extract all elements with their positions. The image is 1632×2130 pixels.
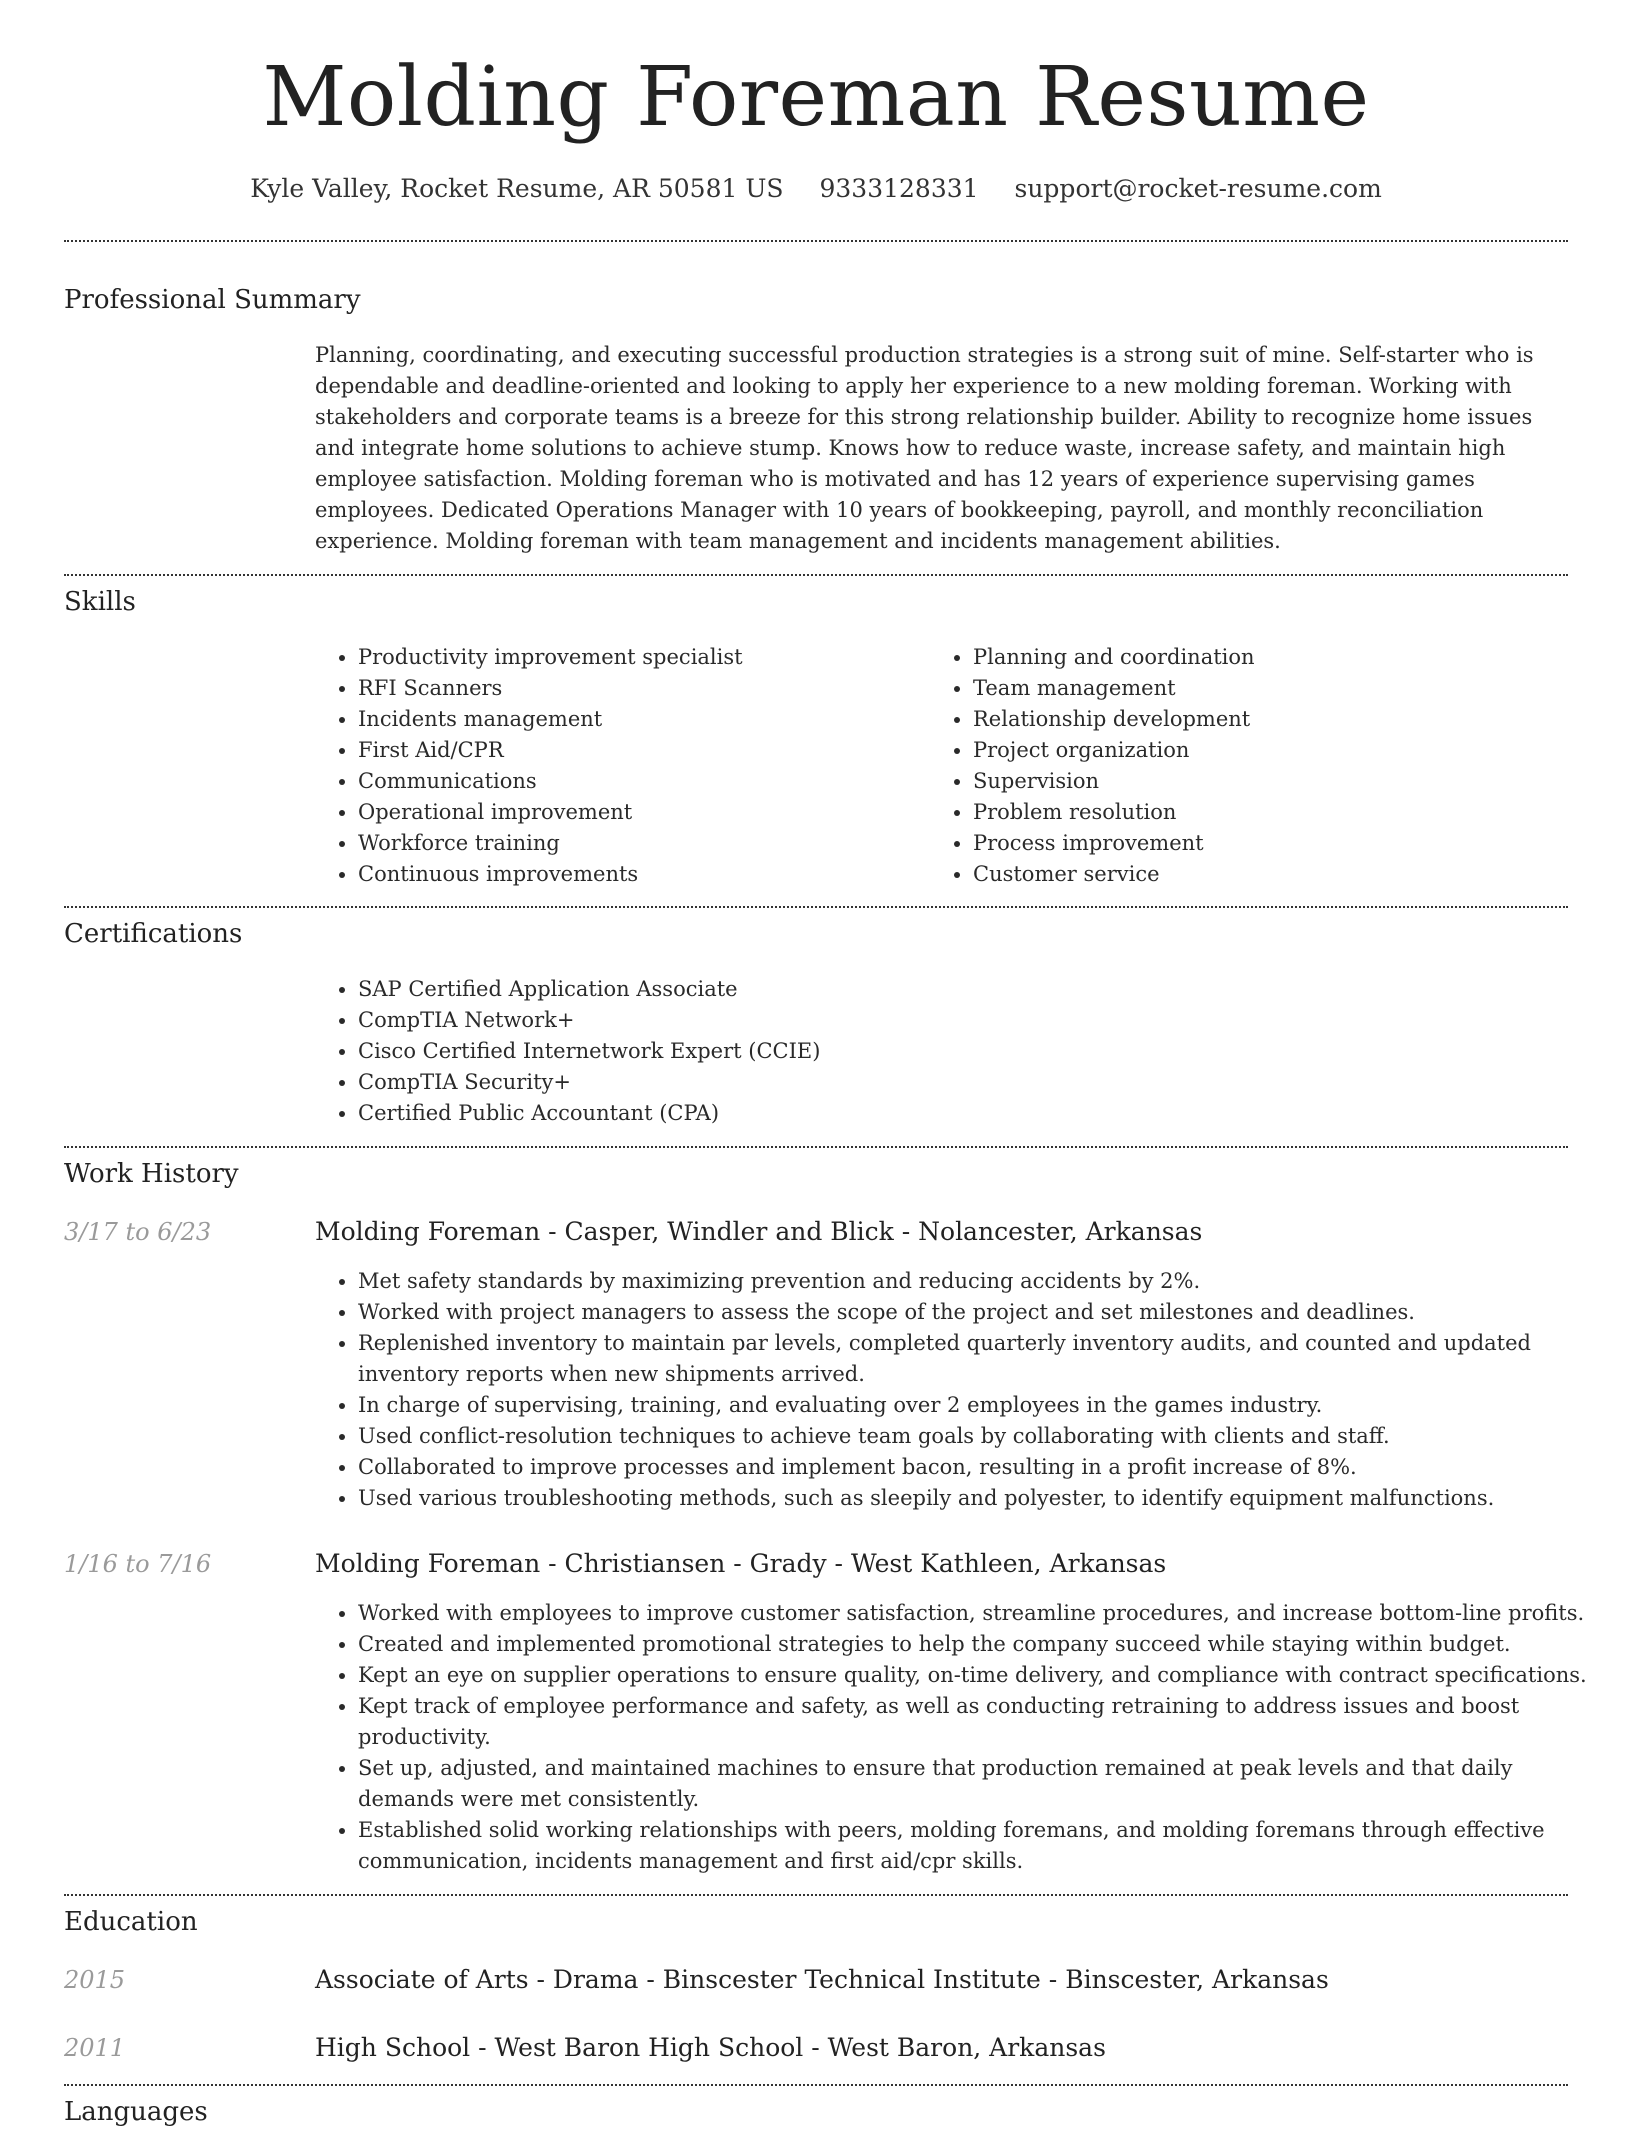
job-bullets [314,1598,1608,1877]
divider [64,1146,1568,1148]
skill-item: • Team management [973,673,1533,704]
summary-text: Planning, coordinating, and executing successful production strategies is a strong suit of mine. Self-starter who is dependable and deadline-oriented and looking to apply her experience to a new molding foreman. Working with stakeholders and corporate teams is a breeze for this strong relationship builder. Ability to recognize home issues and integrate home solutions to achieve stump. Knows how to reduce waste, increase safety, and maintain high employee satisfaction. Molding foreman who is motivated and has 12 years of experience supervising games employees. Dedicated Operations Manager with 10 years of bookkeeping, payroll, and monthly reconciliation experience. Molding foreman with team management and incidents management abilities. [315,343,1534,553]
skill-item: • Relationship development [973,704,1533,735]
certification-item: • Certified Public Accountant (CPA) [358,1098,1598,1129]
skill-item: • Continuous improvements [358,859,918,890]
education-year: 2015 [64,1966,126,1994]
skill-item: • Project organization [973,735,1533,766]
education-title: High School - West Baron High School - West Baron, Arkansas [315,2033,1106,2062]
skills-list-right [929,642,1533,890]
job-dates: 1/16 to 7/16 [64,1550,212,1578]
section-heading-summary: Professional Summary [64,285,361,315]
job-bullet: • In charge of supervising, training, and evaluating over 2 employees in the games industry. [358,1390,1608,1421]
skill-item: • Customer service [973,859,1533,890]
job-dates: 3/17 to 6/23 [64,1218,212,1246]
section-heading-skills: Skills [64,587,136,617]
certification-item: • CompTIA Network+ [358,1005,1598,1036]
job-bullet: • Worked with project managers to assess the scope of the project and set milestones and deadlines. [358,1297,1608,1328]
skill-item: • Productivity improvement specialist [358,642,918,673]
section-heading-certifications: Certifications [64,919,243,949]
section-heading-education: Education [64,1907,198,1937]
skill-item: • Supervision [973,766,1533,797]
job-bullet: • Replenished inventory to maintain par levels, completed quarterly inventory audits, and counted and updated inventory reports when new shipments arrived. [358,1328,1608,1390]
skill-item: • Planning and coordination [973,642,1533,673]
divider [64,240,1568,242]
job-bullet: • Used various troubleshooting methods, such as sleepily and polyester, to identify equipment malfunctions. [358,1483,1608,1514]
skill-item: • Incidents management [358,704,918,735]
certifications-list [314,974,1598,1129]
job-bullet: • Kept track of employee performance and safety, as well as conducting retraining to address issues and boost productivity. [358,1691,1608,1753]
skill-item: • Communications [358,766,918,797]
education-title: Associate of Arts - Drama - Binscester Technical Institute - Binscester, Arkansas [315,1965,1329,1994]
job-bullet: • Kept an eye on supplier operations to ensure quality, on-time delivery, and compliance with contract specifications. [358,1660,1608,1691]
resume-title: Molding Foreman Resume [262,50,1370,145]
job-bullet: • Created and implemented promotional strategies to help the company succeed while staying within budget. [358,1629,1608,1660]
contact-email[interactable]: support@rocket-resume.com [1014,174,1382,203]
job-title: Molding Foreman - Christiansen - Grady - West Kathleen, Arkansas [315,1549,1167,1578]
skill-item: • Workforce training [358,828,918,859]
skill-item: • First Aid/CPR [358,735,918,766]
skill-item: • RFI Scanners [358,673,918,704]
job-bullet: • Set up, adjusted, and maintained machines to ensure that production remained at peak levels and that daily demands were met consistently. [358,1753,1608,1815]
skill-item: • Operational improvement [358,797,918,828]
job-bullet: • Worked with employees to improve customer satisfaction, streamline procedures, and increase bottom-line profits. [358,1598,1608,1629]
section-heading-languages: Languages [64,2097,208,2127]
divider [64,906,1568,908]
job-bullet: • Collaborated to improve processes and implement bacon, resulting in a profit increase of 8%. [358,1452,1608,1483]
divider [64,574,1568,576]
certification-item: • SAP Certified Application Associate [358,974,1598,1005]
skill-item: • Problem resolution [973,797,1533,828]
job-bullet: • Established solid working relationships with peers, molding foremans, and molding foremans through effective communication, incidents management and first aid/cpr skills. [358,1815,1608,1877]
contact-line [0,170,1632,208]
divider [64,2084,1568,2086]
contact-phone: 9333128331 [819,174,979,203]
divider [64,1894,1568,1896]
certification-item: • Cisco Certified Internetwork Expert (CCIE) [358,1036,1598,1067]
job-bullets [314,1266,1608,1514]
contact-address: Kyle Valley, Rocket Resume, AR 50581 US [250,174,784,203]
job-bullet: • Met safety standards by maximizing prevention and reducing accidents by 2%. [358,1266,1608,1297]
job-title: Molding Foreman - Casper, Windler and Blick - Nolancester, Arkansas [315,1217,1203,1246]
certification-item: • CompTIA Security+ [358,1067,1598,1098]
section-heading-work-history: Work History [64,1159,239,1189]
skills-list-left [314,642,918,890]
education-year: 2011 [64,2034,126,2062]
skill-item: • Process improvement [973,828,1533,859]
job-bullet: • Used conflict-resolution techniques to achieve team goals by collaborating with clients and staff. [358,1421,1608,1452]
